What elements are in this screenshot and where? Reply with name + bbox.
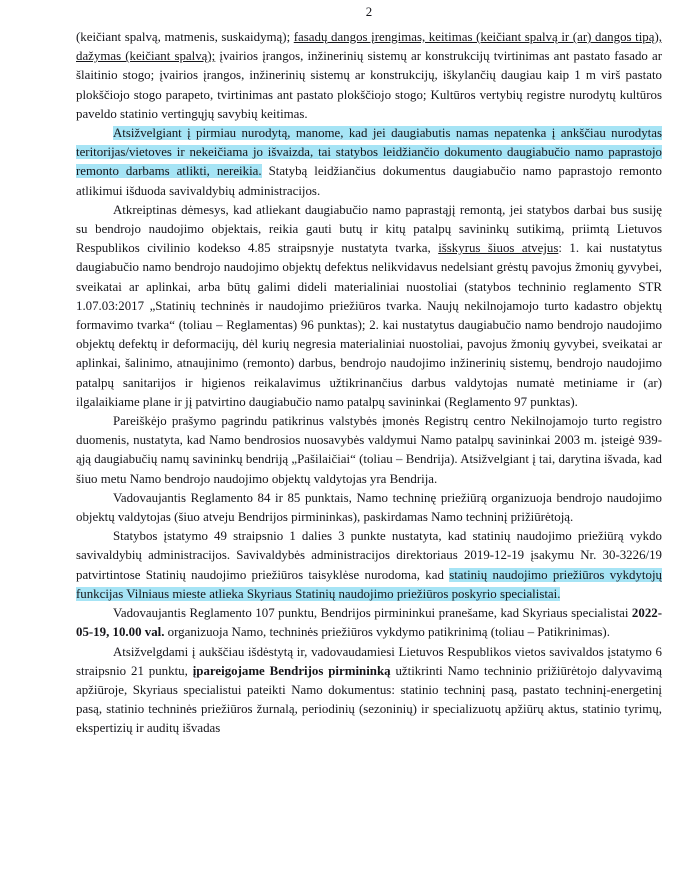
paragraph-obligation bbox=[76, 643, 662, 739]
paragraph-maintenance-organizer bbox=[76, 489, 662, 527]
highlighted-text: statinių naudojimo priežiūros vykdytojų funkcijas Vilniaus mieste atlieka Skyriaus Statinių naudojimo priežiūros poskyrio specialistai. bbox=[76, 567, 662, 601]
body-text: Pareiškėjo prašymo pagrindu patikrinus valstybės įmonės Registrų centro Nekilnojamojo turto registro duomenis, nustatyta, kad Namo bendrosios nuosavybės valdymui Namo patalpų savininkai 2003 m. įsteigė 939-ąją daugiabučių namų savininkų bendriją „Pašilaičiai“ (toliau – Bendrija). Atsižvelgiant į tai, darytina išvada, kad šiuo metu Namo bendrojo naudojimo objektų valdytojas yra Bendrija. bbox=[76, 414, 662, 486]
body-text: (keičiant spalvą, matmenis, suskaidymą); bbox=[76, 30, 294, 44]
paragraph-no-permit-needed bbox=[76, 124, 662, 201]
paragraph-owner-consent bbox=[76, 201, 662, 412]
body-text: Vadovaujantis Reglamento 84 ir 85 punktais, Namo techninę priežiūrą organizuoja bendrojo naudojimo objektų valdytojas (šiuo atveju Bendrijos pirmininkas), paskirdamas Namo techninį prižiūrėtoją. bbox=[76, 490, 662, 525]
bold-obligation-text: įpareigojame Bendrijos pirmininką bbox=[192, 663, 391, 678]
body-text: Atkreiptinas dėmesys, kad atliekant daugiabučio namo paprastąjį remontą, jei statybos darbai bus susiję su bendrojo naudojimo objektais, reikia gauti butų ir kitų patalpų savininkų sutikimą, priimtą Lietuvos Respublikos civilinio kodekso 4.85 straipsnyje nustatyta tvarka, bbox=[76, 202, 662, 256]
body-text: : 1. kai nustatytus daugiabučio namo bendrojo naudojimo objektų defektus nelikvidavus nedelsiant grėstų pavojus žmonių gyvybei, sveikatai ar aplinkai, arba būtų galimi dideli materialiniai nuostoliai (statybos techninio reglamento STR 1.07.03:2017 „Statinių techninės ir naudojimo priežiūros tvarka. Naujų nekilnojamojo turto kadastro objektų formavimo tvarka“ (toliau – Reglamentas) 96 punktas); 2. kai nustatytus daugiabučio namo bendrojo naudojimo objektų defektų ir deformacijų, dėl kurių negresia materialiniai nuostoliai, pavojus žmonių gyvybei, sveikatai ar aplinkai, šalinimo, atnaujinimo (remonto) darbus, bendrojo naudojimo inžinerinių sistemų, bendrojo naudojimo patalpų sanitarijos ir higienos reikalavimus užtikrinančius darbus valdytojas numatė metiniame ir (ar) ilgalaikiame plane ir jį patvirtino daugiabučio namo patalpų savininkai (Reglamento 97 punktas). bbox=[76, 241, 662, 409]
underlined-text: išskyrus šiuos atvejus bbox=[438, 241, 559, 256]
body-text: organizuoja Namo, techninės priežiūros vykdymo patikrinimą (toliau – Patikrinimas). bbox=[164, 625, 610, 640]
highlighted-text: Atsižvelgiant į pirmiau nurodytą, manome, kad jei daugiabutis namas nepatenka į ankščiau nurodytas teritorijas/vietoves ir nekeičiama jo išvaizda, tai statybos leidžiančio dokumento daugiabučio namo paprastojo remonto darbams atlikti, nereikia. bbox=[76, 126, 662, 179]
paragraph-inspection-notice bbox=[76, 604, 662, 642]
bold-inspection-datetime: 2022-05-19, 10.00 val. bbox=[76, 606, 662, 640]
body-text: užtikrinti Namo techninio prižiūrėtojo dalyvavimą apžiūroje, Skyriaus specialistui pateikti Namo dokumentus: statinio techninį pasą, pastato techninį-energetinį pasą, statinio techninės priežiūros žurnalą, periodinių (sezoninių) ir specializuotų apžiūrų aktus, statinio tyrimų, ekspertizių ir auditų išvadas bbox=[76, 663, 663, 736]
body-text: Atsižvelgdami į aukščiau išdėstytą ir, vadovaudamiesi Lietuvos Respublikos vietos savivaldos įstatymo 6 straipsnio 21 punktu, bbox=[76, 644, 662, 678]
body-text: Statybą leidžiančius dokumentus daugiabučio namo paprastojo remonto atlikimui išduoda savivaldybių administracijos. bbox=[76, 164, 663, 198]
page-number: 2 bbox=[365, 5, 373, 19]
body-text: Vadovaujantis Reglamento 107 punktu, Bendrijos pirmininkui pranešame, kad Skyriaus specialistai bbox=[113, 606, 632, 621]
body-text: įvairios įrangos, inžinerinių sistemų ar konstrukcijų tvirtinimas ant pastato fasado ar šlaitinio stogo; įvairios įrangos, inžinerinių sistemų ar konstrukcijų, iškylančių daugiau kaip 1 m virš pastato plokščiojo stogo parapeto, tvirtinimas ant pastato plokščiojo stogo; Kultūros vertybių registre nurodytų kultūros paveldo statinio vertingųjų savybių keitimas. bbox=[76, 49, 662, 121]
paragraph-supervision-rules bbox=[76, 527, 662, 604]
underlined-text: fasadų dangos įrengimas, keitimas (keičiant spalvą ir (ar) dangos tipą), dažymas (keičiant spalvą); bbox=[76, 30, 662, 64]
body-text: Statybos įstatymo 49 straipsnio 1 dalies 3 punkte nustatyta, kad statinių naudojimo priežiūrą vykdo savivaldybių administracijos. Savivaldybės administracijos direktoriaus 2019-12-19 įsakymu Nr. 30-3226/19 patvirtintose Statinių naudojimo priežiūros taisyklėse nurodoma, kad bbox=[76, 529, 662, 582]
paragraph-registry-check bbox=[76, 412, 662, 489]
paragraph-facade-works bbox=[76, 28, 662, 124]
